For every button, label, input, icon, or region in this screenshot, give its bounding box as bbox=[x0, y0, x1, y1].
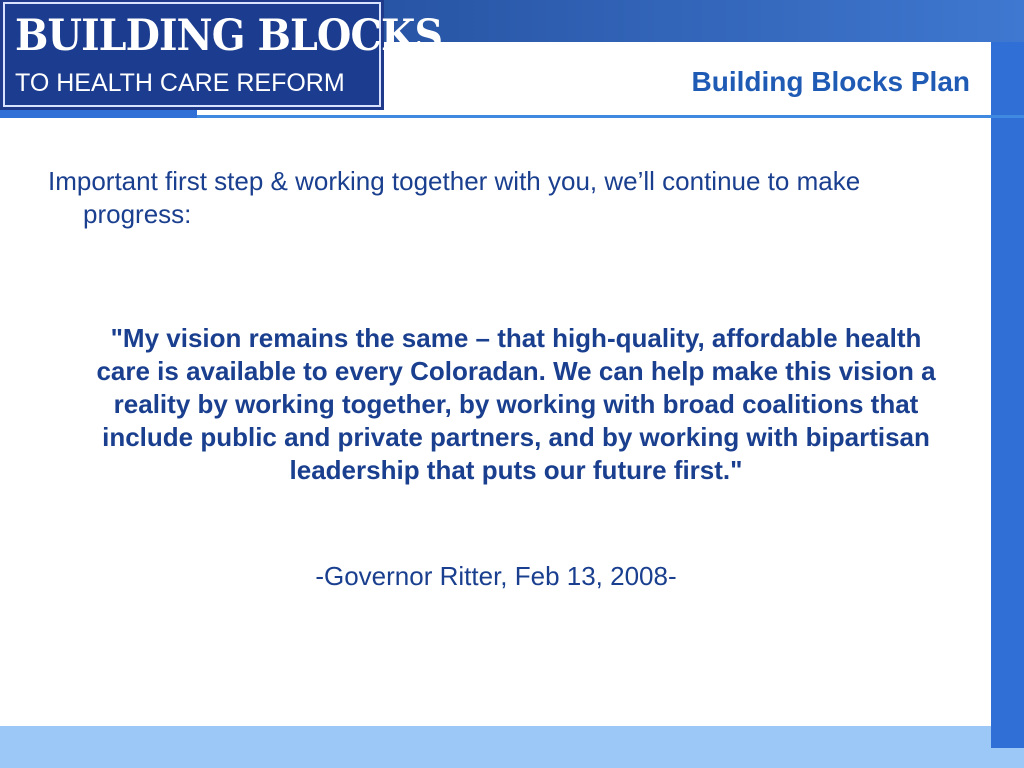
logo-subtitle: TO HEALTH CARE REFORM bbox=[15, 69, 345, 97]
bottom-right-corner bbox=[991, 748, 1024, 768]
left-accent-gap bbox=[0, 118, 197, 132]
quote-attribution: -Governor Ritter, Feb 13, 2008- bbox=[315, 561, 677, 591]
governor-quote: "My vision remains the same – that high-quality, affordable health care is available to every Coloradan. We can help make this vision a reality by working together, by working with broad coalitions that include public and private partners, and by working with bipartisan leadership that puts our future first." bbox=[96, 323, 936, 485]
intro-paragraph: Important first step & working together with you, we’ll continue to make progress: bbox=[48, 166, 861, 229]
slide-title: Building Blocks Plan bbox=[691, 66, 970, 97]
logo-title: BUILDING BLOCKS bbox=[15, 11, 443, 61]
title-underline bbox=[197, 115, 1024, 118]
logo-frame bbox=[3, 2, 443, 107]
bottom-footer-band bbox=[0, 726, 991, 768]
right-accent-bar bbox=[991, 42, 1024, 748]
building-blocks-logo bbox=[0, 0, 443, 110]
